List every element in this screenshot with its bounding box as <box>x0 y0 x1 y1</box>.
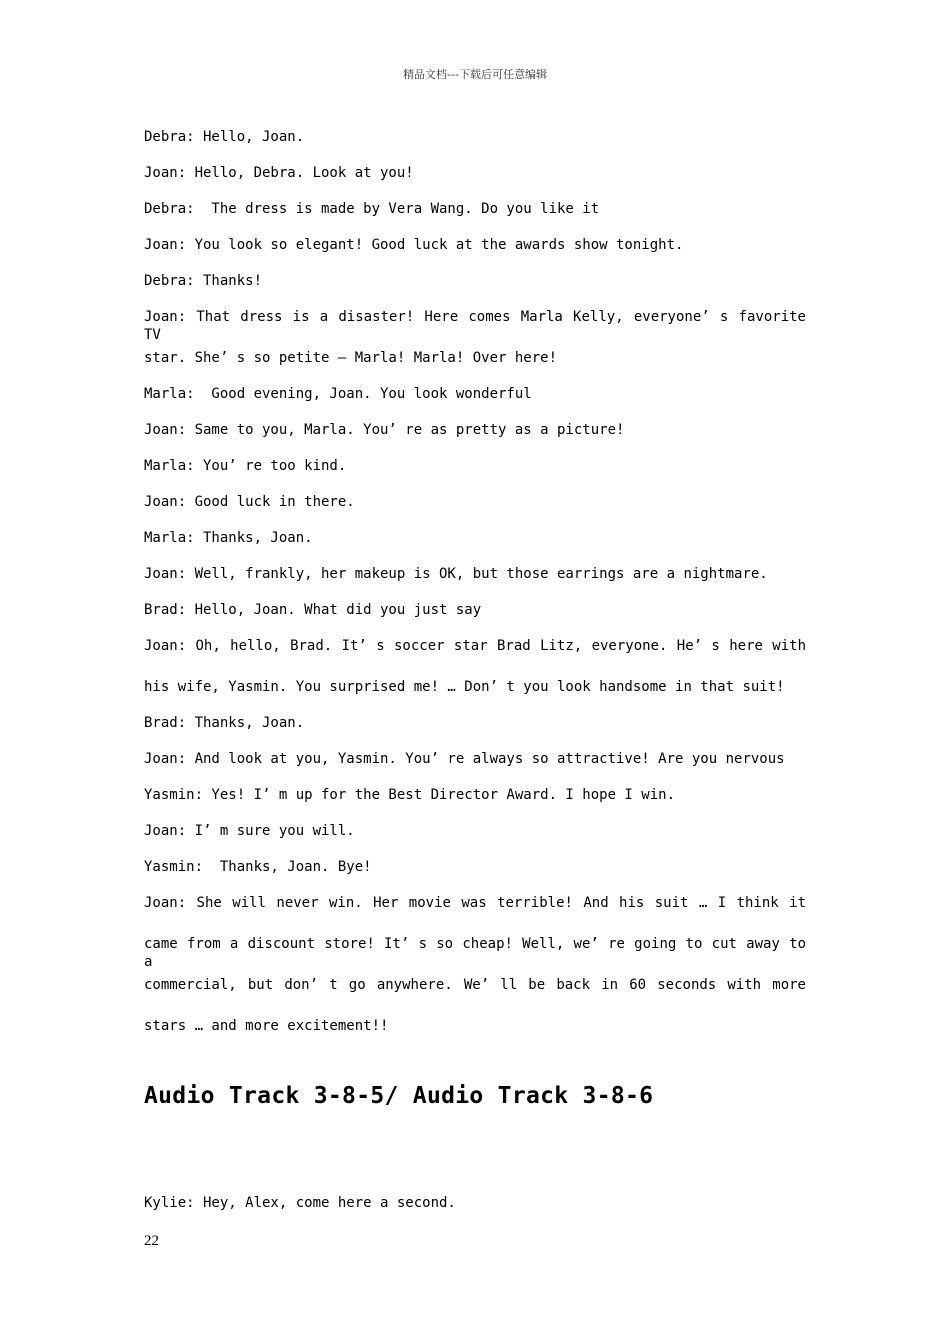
dialogue-line: Brad: Hello, Joan. What did you just say <box>144 602 482 618</box>
dialogue-line: Brad: Thanks, Joan. <box>144 715 305 731</box>
dialogue-line: Marla: You’ re too kind. <box>144 458 347 474</box>
dialogue-line: commercial, but don’ t go anywhere. We’ ll be back in 60 seconds with more <box>144 977 806 993</box>
dialogue-line: Joan: Same to you, Marla. You’ re as pretty as a picture! <box>144 422 625 438</box>
dialogue-line: Joan: Hello, Debra. Look at you! <box>144 165 414 181</box>
section-heading: Audio Track 3-8-5/ Audio Track 3-8-6 <box>144 1083 654 1109</box>
dialogue-line: Marla: Good evening, Joan. You look wonderful <box>144 386 532 402</box>
dialogue-line: Yasmin: Thanks, Joan. Bye! <box>144 859 372 875</box>
dialogue-line: Debra: The dress is made by Vera Wang. Do you like it <box>144 201 600 217</box>
dialogue-line: Debra: Hello, Joan. <box>144 129 305 145</box>
dialogue-line: stars … and more excitement!! <box>144 1018 389 1034</box>
dialogue-line: Joan: She will never win. Her movie was terrible! And his suit … I think it <box>144 895 806 911</box>
dialogue-line: Joan: That dress is a disaster! Here comes Marla Kelly, everyone’ s favorite TV <box>144 309 806 343</box>
dialogue-line: Joan: Good luck in there. <box>144 494 355 510</box>
dialogue-line: star. She’ s so petite — Marla! Marla! Over here! <box>144 350 558 366</box>
dialogue-line: his wife, Yasmin. You surprised me! … Don’ t you look handsome in that suit! <box>144 679 785 695</box>
dialogue-line: Joan: You look so elegant! Good luck at the awards show tonight. <box>144 237 684 253</box>
dialogue-line: came from a discount store! It’ s so cheap! Well, we’ re going to cut away to a <box>144 936 806 970</box>
page-number: 22 <box>144 1233 159 1249</box>
dialogue-line: Marla: Thanks, Joan. <box>144 530 313 546</box>
page-header: 精品文档---下载后可任意编辑 <box>403 68 547 81</box>
dialogue-line: Yasmin: Yes! I’ m up for the Best Director Award. I hope I win. <box>144 787 676 803</box>
dialogue-line: Kylie: Hey, Alex, come here a second. <box>144 1195 456 1211</box>
dialogue-line: Joan: Well, frankly, her makeup is OK, but those earrings are a nightmare. <box>144 566 768 582</box>
dialogue-line: Joan: Oh, hello, Brad. It’ s soccer star Brad Litz, everyone. He’ s here with <box>144 638 806 654</box>
dialogue-line: Joan: I’ m sure you will. <box>144 823 355 839</box>
dialogue-line: Joan: And look at you, Yasmin. You’ re always so attractive! Are you nervous <box>144 751 785 767</box>
dialogue-line: Debra: Thanks! <box>144 273 263 289</box>
